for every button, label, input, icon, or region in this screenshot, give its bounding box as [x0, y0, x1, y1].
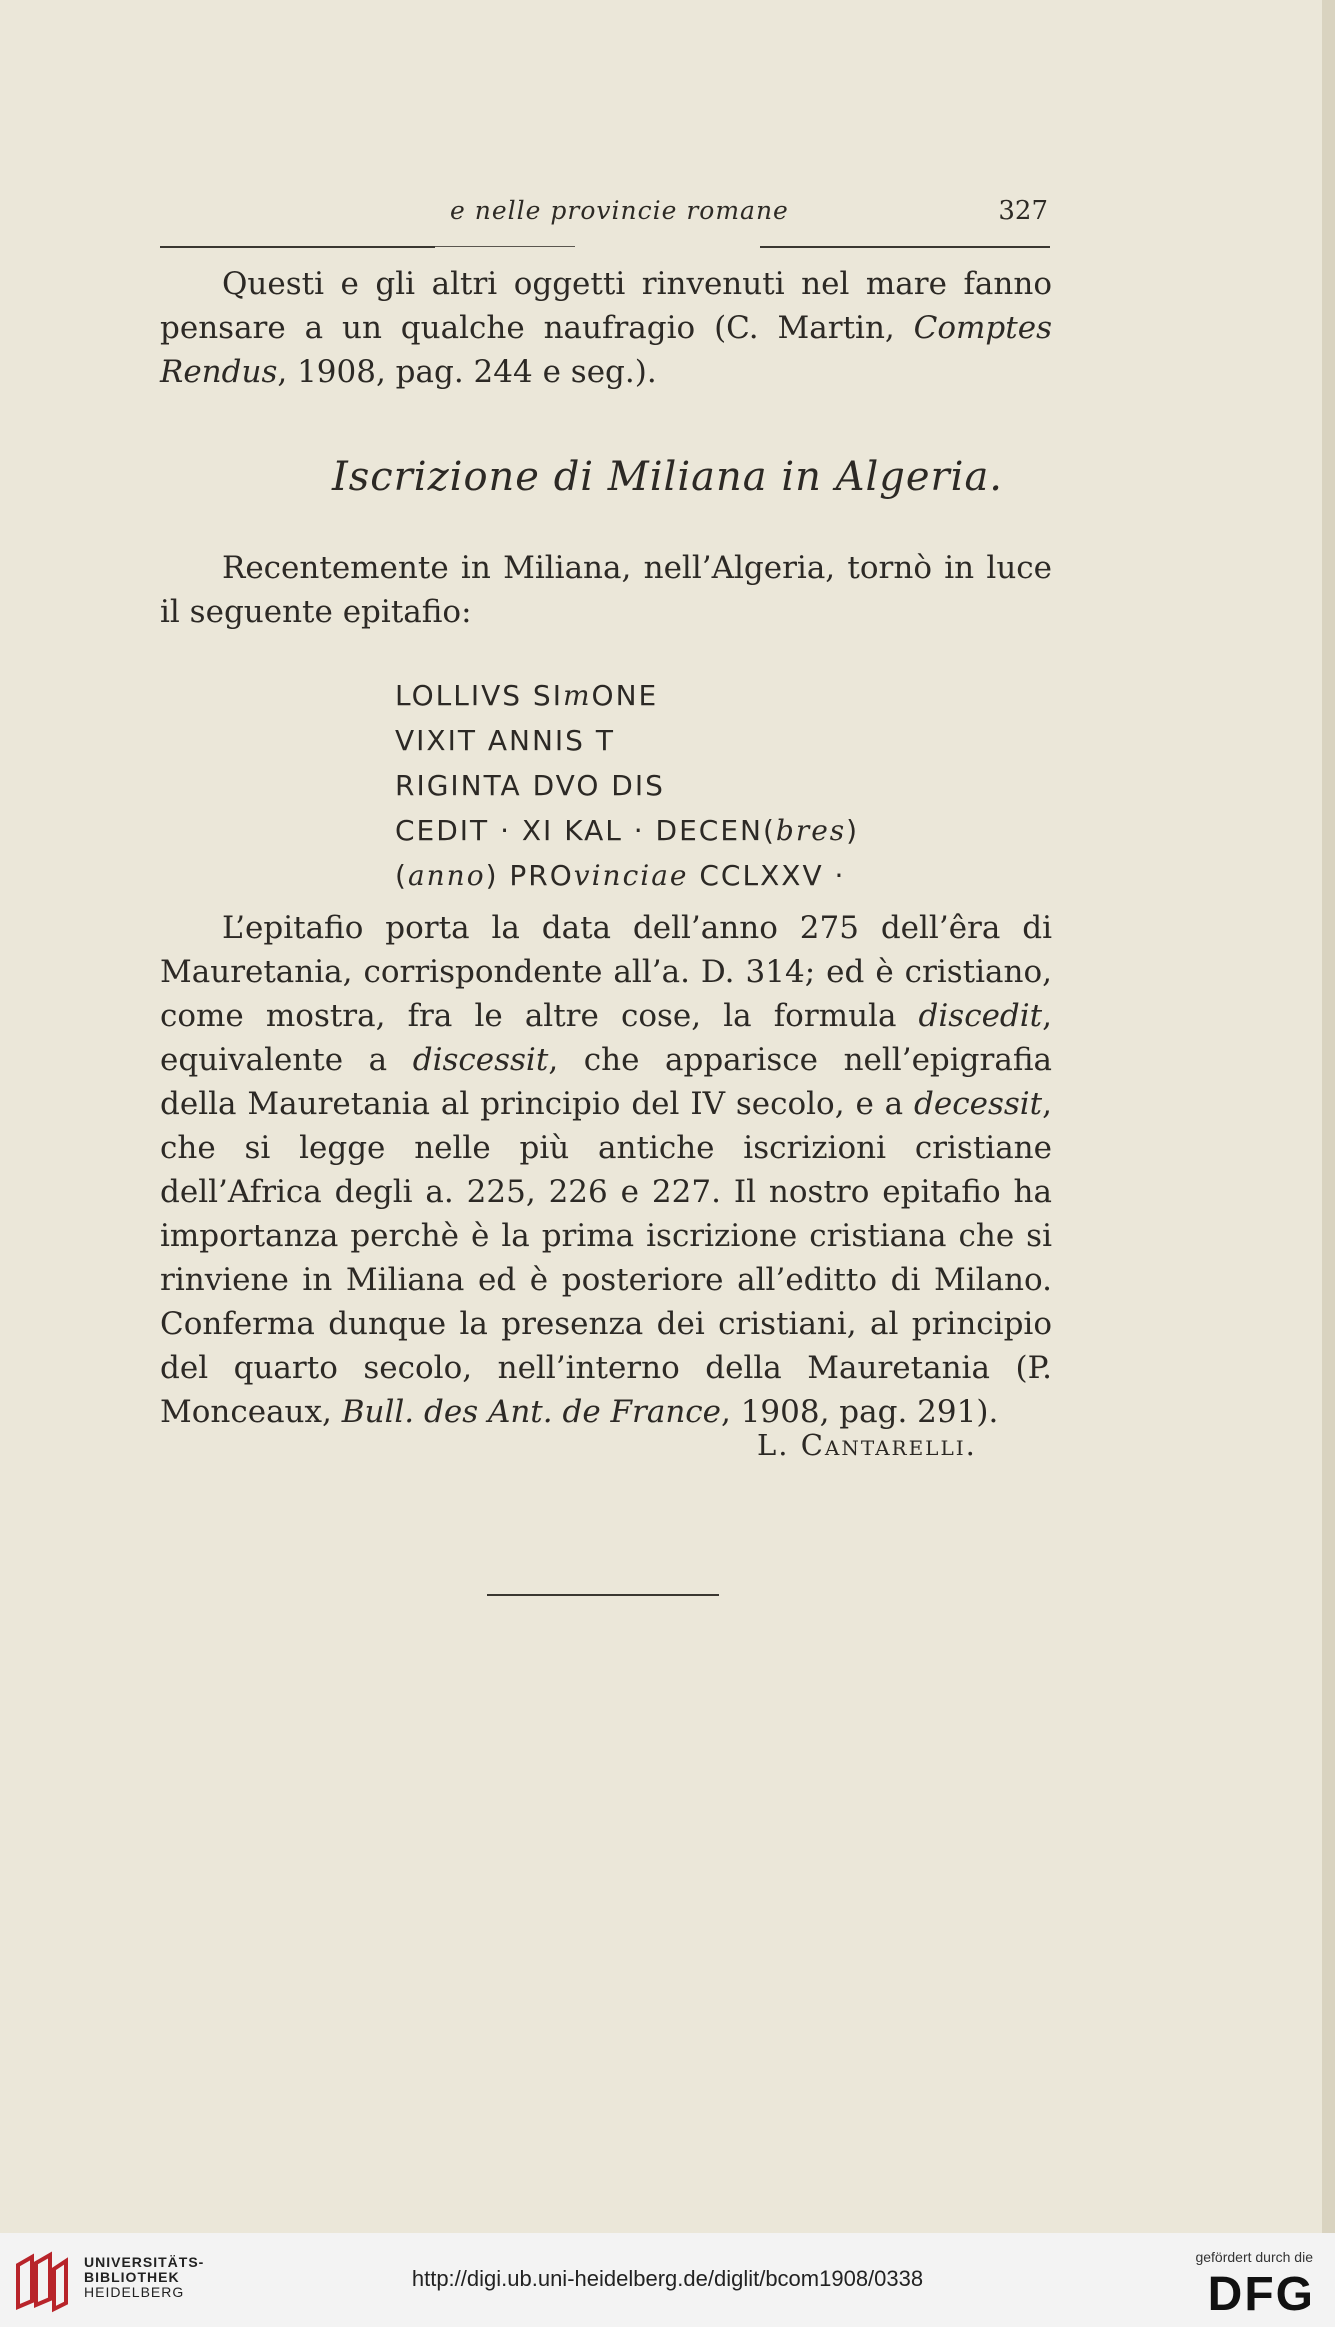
paragraph-3-text: , che apparisce nell’epigrafia della Mauretania al principio del IV secolo, e a	[160, 1042, 1052, 1122]
inscription-line-2: VIXIT ANNIS T	[395, 724, 615, 757]
inscription-italic: vinciae	[573, 859, 689, 892]
paragraph-1-end: , 1908, pag. 244 e seg.).	[277, 354, 657, 390]
library-name-line: UNIVERSITÄTS-	[84, 2254, 205, 2270]
inscription-text: LOLLIVS SI	[395, 679, 563, 712]
paragraph-2-text: Recentemente in Miliana, nell’Algeria, tornò in luce il seguente epitafio:	[160, 550, 1052, 630]
paragraph-1-italic: Comptes Rendus	[160, 310, 1052, 390]
inscription-italic: anno	[407, 859, 486, 892]
header-rule-right	[760, 246, 1050, 248]
inscription-line-4	[395, 808, 859, 853]
inscription-text: (	[395, 859, 408, 892]
inscription-italic: m	[562, 679, 592, 712]
inscription-text: )	[846, 814, 860, 847]
closing-rule	[487, 1594, 719, 1596]
running-head	[160, 196, 1048, 240]
dfg-logo: DFG	[1207, 2268, 1315, 2321]
paragraph-3	[160, 906, 1052, 1434]
source-url[interactable]: http://digi.ub.uni-heidelberg.de/diglit/bcom1908/0338	[411, 2266, 924, 2291]
paragraph-2	[160, 546, 1052, 634]
header-rule-left	[160, 246, 435, 248]
paragraph-3-text: , 1908, pag. 291).	[721, 1394, 999, 1430]
inscription-text: ONE	[591, 679, 659, 712]
paragraph-1-text: Questi e gli altri oggetti rinvenuti nel mare fanno pensare a un qualche naufragio (C. Martin,	[160, 266, 1052, 346]
inscription-text: ) PRO	[485, 859, 574, 892]
paragraph-3-italic: Bull. des Ant. de France	[341, 1394, 721, 1430]
paragraph-3-italic: discedit	[918, 998, 1043, 1034]
paragraph-3-italic: discessit	[412, 1042, 549, 1078]
page-number: 327	[998, 196, 1048, 226]
header-rule-mid	[435, 246, 575, 247]
page-edge	[1322, 0, 1335, 2233]
section-heading: Iscrizione di Miliana in Algeria.	[331, 454, 1004, 500]
library-name-line: BIBLIOTHEK	[84, 2269, 180, 2285]
running-head-title: e nelle provincie romane	[450, 196, 789, 225]
inscription-italic: bres	[775, 814, 847, 847]
inscription-line-5	[395, 853, 859, 898]
paragraph-3-text: , equivalente a	[160, 998, 1052, 1078]
inscription-text: CCLXXV ·	[688, 859, 846, 892]
inscription-line-1	[395, 673, 859, 718]
library-name-line: HEIDELBERG	[84, 2284, 185, 2300]
paragraph-3-text: L’epitafio porta la data dell’anno 275 dell’êra di Mauretania, corrispondente all’a. D. 314; ed è cristiano, come mostra, fra le altre cose, la formula	[160, 910, 1052, 1034]
author-signature: L. Cantarelli.	[757, 1428, 977, 1462]
footer-bar	[0, 2233, 1335, 2327]
paragraph-3-text: , che si legge nelle più antiche iscrizioni cristiane dell’Africa degli a. 225, 226 e 227. Il nostro epitafio ha importanza perchè è la prima iscrizione cristiana che si rinviene in Miliana ed è posteriore all’editto di Milano. Conferma dunque la presenza dei cristiani, al principio del quarto secolo, nell’interno della Mauretania (P. Monceaux,	[160, 1086, 1052, 1430]
inscription-line-3: RIGINTA DVO DIS	[395, 769, 665, 802]
inscription	[395, 673, 859, 898]
paragraph-1	[160, 262, 1052, 394]
paragraph-3-italic: decessit	[914, 1086, 1043, 1122]
funding-note: gefördert durch die	[1195, 2249, 1313, 2265]
inscription-text: CEDIT · XI KAL · DECEN(	[395, 814, 776, 847]
